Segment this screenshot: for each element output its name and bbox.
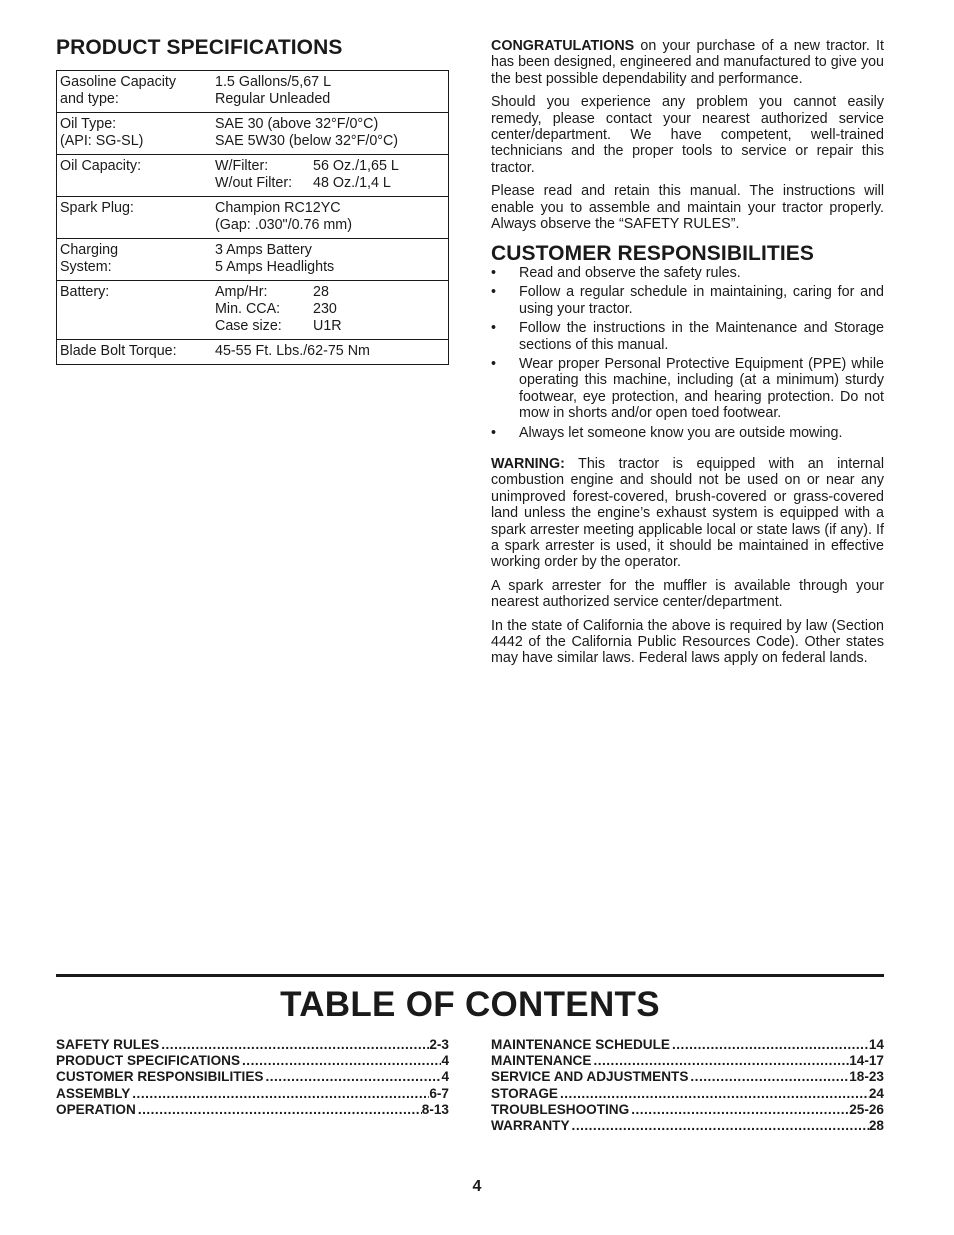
product-specifications-section xyxy=(56,36,449,365)
service-paragraph: Should you experience any problem you cannot easily remedy, please contact your nearest authorized service center/department. We have competent, well-trained technicians and the proper tools to service or repair this tractor. xyxy=(491,94,884,176)
california-law-paragraph: In the state of California the above is required by law (Section 4442 of the California Public Resources Code). Other states may have similar laws. Federal laws apply on federal lands. xyxy=(491,617,884,667)
specifications-table xyxy=(56,70,449,365)
spec-label: Charging System: xyxy=(60,242,119,275)
congratulations-paragraph: CONGRATULATIONS on your purchase of a new tractor. It has been designed, engineered and manufactured to give you the best possible dependability and performance. xyxy=(491,38,884,87)
spec-row-charging-system xyxy=(57,239,449,281)
page-number: 4 xyxy=(472,1178,482,1195)
spec-value: 3 Amps Battery 5 Amps Headlights xyxy=(215,242,335,275)
product-specifications-heading: PRODUCT SPECIFICATIONS xyxy=(56,36,343,59)
toc-entry-troubleshooting[interactable]: TROUBLESHOOTING ..... 25-26 xyxy=(491,1102,884,1118)
spec-value: W/Filter: 56 Oz./1,65 L W/out Filter: 48 Oz./1,4 L xyxy=(215,158,399,191)
list-item: • Always let someone know you are outside mowing. xyxy=(491,424,843,441)
toc-left-column xyxy=(56,1037,449,1118)
toc-entry-operation[interactable]: OPERATION ..... 8-13 xyxy=(56,1102,449,1118)
toc-entry-maintenance[interactable]: MAINTENANCE ..... 14-17 xyxy=(491,1053,884,1069)
spec-value: 1.5 Gallons/5,67 L Regular Unleaded xyxy=(215,74,332,107)
spec-row-blade-bolt-torque xyxy=(57,340,449,365)
spec-row-gasoline xyxy=(57,71,449,113)
toc-entry-warranty[interactable]: WARRANTY ..... 28 xyxy=(491,1118,884,1134)
spec-label: Battery: xyxy=(60,284,110,300)
toc-entry-customer-responsibilities[interactable]: CUSTOMER RESPONSIBILITIES ..... 4 xyxy=(56,1069,449,1085)
toc-entry-assembly[interactable]: ASSEMBLY ..... 6-7 xyxy=(56,1086,449,1102)
list-item: • Follow a regular schedule in maintaining, caring for and using your tractor. xyxy=(491,284,884,317)
list-item: • Follow the instructions in the Maintenance and Storage sections of this manual. xyxy=(491,320,884,353)
spec-value: 45-55 Ft. Lbs./62-75 Nm xyxy=(215,343,370,359)
toc-entry-product-specifications[interactable]: PRODUCT SPECIFICATIONS ..... 4 xyxy=(56,1053,449,1069)
toc-divider xyxy=(56,974,884,977)
list-item: • Wear proper Personal Protective Equipment (PPE) while operating this machine, including (at a minimum) sturdy footwear, eye protection, and hearing protection. Do not mow in shorts and/or open toed footwear. xyxy=(491,355,884,422)
spec-label: Oil Capacity: xyxy=(60,158,142,174)
spec-row-spark-plug xyxy=(57,197,449,239)
spec-label: Gasoline Capacity and type: xyxy=(60,74,177,107)
spark-arrester-paragraph: A spark arrester for the muffler is available through your nearest authorized service center/department. xyxy=(491,577,884,611)
responsibilities-list xyxy=(491,265,884,441)
intro-section xyxy=(491,38,884,674)
spec-label: Blade Bolt Torque: xyxy=(60,343,177,359)
spec-value: Amp/Hr: 28 Min. CCA: 230 Case size: U1R xyxy=(215,284,342,334)
spec-row-oil-type xyxy=(57,113,449,155)
spec-label: Spark Plug: xyxy=(60,200,134,216)
warning-paragraph: WARNING: This tractor is equipped with an internal combustion engine and should not be used on or near any unimproved forest-covered, brush-covered or grass-covered land unless the engine’s exhaust system is equipped with a spark arrester meeting applicable local or state laws (if any). If a spark arrester is used, it should be maintained in effective working order by the operator. xyxy=(491,455,884,571)
toc-entry-service-and-adjustments[interactable]: SERVICE AND ADJUSTMENTS ..... 18-23 xyxy=(491,1069,884,1085)
toc-right-column xyxy=(491,1037,884,1134)
toc-entry-maintenance-schedule[interactable]: MAINTENANCE SCHEDULE ..... 14 xyxy=(491,1037,884,1053)
toc-entry-storage[interactable]: STORAGE ..... 24 xyxy=(491,1086,884,1102)
spec-label: Oil Type: (API: SG-SL) xyxy=(60,116,144,149)
list-item: • Read and observe the safety rules. xyxy=(491,264,741,281)
spec-row-battery xyxy=(57,281,449,340)
customer-responsibilities-heading: CUSTOMER RESPONSIBILITIES xyxy=(491,242,814,266)
toc-heading: TABLE OF CONTENTS xyxy=(280,985,660,1024)
spec-value: Champion RC12YC (Gap: .030"/0.76 mm) xyxy=(215,200,352,233)
spec-row-oil-capacity xyxy=(57,155,449,197)
retain-manual-paragraph: Please read and retain this manual. The instructions will enable you to assemble and maintain your tractor properly. Always observe the “SAFETY RULES”. xyxy=(491,183,884,233)
spec-value: SAE 30 (above 32°F/0°C) SAE 5W30 (below 32°F/0°C) xyxy=(215,116,399,149)
toc-entry-safety-rules[interactable]: SAFETY RULES ..... 2-3 xyxy=(56,1037,449,1053)
